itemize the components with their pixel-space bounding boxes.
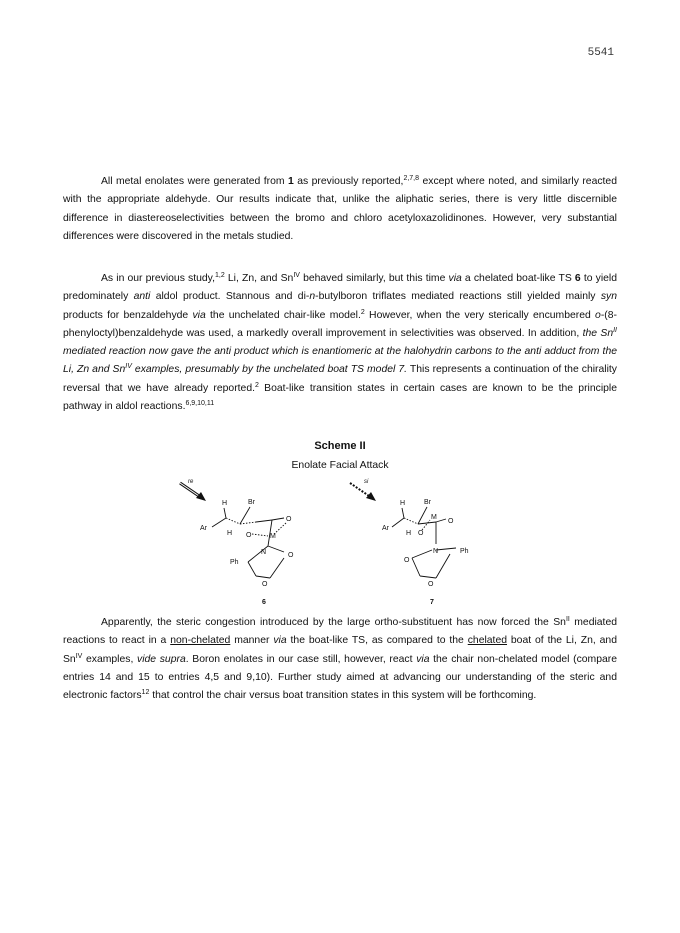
svg-text:M: M bbox=[270, 533, 276, 540]
structure-7 bbox=[382, 499, 469, 606]
svg-text:7: 7 bbox=[430, 599, 434, 606]
svg-text:O: O bbox=[428, 581, 434, 588]
svg-text:O: O bbox=[404, 557, 410, 564]
svg-text:H: H bbox=[222, 500, 228, 507]
svg-text:O: O bbox=[448, 518, 454, 525]
svg-text:N: N bbox=[261, 549, 267, 556]
svg-text:O: O bbox=[286, 516, 292, 523]
svg-text:M: M bbox=[431, 514, 437, 521]
scheme-figure bbox=[160, 478, 540, 606]
paragraph-1: All metal enolates were generated from 1 as previously reported,$^{2,7,8}$ except where noted, and similarly reacted with the appropriate aldehyde. Our results indicate that, unlike the aliphatic series, there is very little discernible difference in diastereoselectivities between the bromo and chloro acetyloxazolidinones. However, very substantial differences were discovered in the metals studied. bbox=[63, 175, 617, 242]
svg-text:6: 6 bbox=[262, 599, 266, 606]
scheme-subtitle: Enolate Facial Attack bbox=[291, 460, 389, 471]
svg-text:N: N bbox=[433, 548, 439, 555]
svg-text:H: H bbox=[406, 530, 412, 537]
svg-text:Br: Br bbox=[424, 499, 431, 506]
paragraph-3: Apparently, the steric congestion introduced by the large ortho-substituent has now forced the $Sn^{II}$ mediated reactions to react in a non-chelated manner via the boat-like TS, as compared to the chelated boat of the Li, Zn, and $Sn^{IV}$ examples, vide supra. Boron enolates in our case still, however, react via the chair non-chelated model (compare entries 14 and 15 to entries 4,5 and 9,10). Further study aimed at advancing our understanding of the steric and electronic factors$^{12}$ that control the chair versus boat transition states in this system will be forthcoming. bbox=[63, 616, 617, 702]
re-face-arrow bbox=[180, 479, 206, 501]
svg-text:Ph: Ph bbox=[460, 548, 469, 555]
svg-text:O: O bbox=[288, 552, 294, 559]
paragraph-2: As in our previous study,$^{1,2}$ Li, Zn, and $Sn^{IV}$ behaved similarly, but this time via a chelated boat-like TS 6 to yield predominately anti aldol product. Stannous and di-n-butylboron triflates mediated reactions still yielded mainly syn products for benzaldehyde via the unchelated chair-like model.$^2$ However, when the very sterically encumbered o-(8-phenyloctyl)benzaldehyde was used, a markedly overall improvement in selectivities was observed. In addition, the $Sn^{II}$ mediated reaction now gave the anti product which is enantiomeric at the halohydrin carbons to the anti adduct from the Li, Zn and $Sn^{IV}$ examples, presumably by the unchelated boat TS model 7. This represents a continuation of the chirality reversal that we have already reported.$^2$ Boat-like transition states in certain cases are known to be the principle pathway in aldol reactions.$^{6,9,10,11}$ bbox=[63, 272, 618, 413]
svg-text:H: H bbox=[227, 530, 233, 537]
svg-text:si: si bbox=[364, 479, 369, 485]
svg-text:re: re bbox=[188, 479, 194, 485]
svg-text:Ph: Ph bbox=[230, 559, 239, 566]
svg-text:Ar: Ar bbox=[200, 525, 207, 532]
svg-text:O: O bbox=[262, 581, 268, 588]
si-face-arrow bbox=[350, 479, 376, 501]
scheme-title: Scheme II bbox=[314, 440, 366, 452]
svg-text:Br: Br bbox=[248, 499, 255, 506]
svg-text:O: O bbox=[418, 530, 424, 537]
svg-text:H: H bbox=[400, 500, 406, 507]
structure-6 bbox=[200, 499, 294, 606]
svg-text:O: O bbox=[246, 532, 252, 539]
page-number: 5541 bbox=[587, 47, 614, 59]
svg-text:Ar: Ar bbox=[382, 525, 389, 532]
